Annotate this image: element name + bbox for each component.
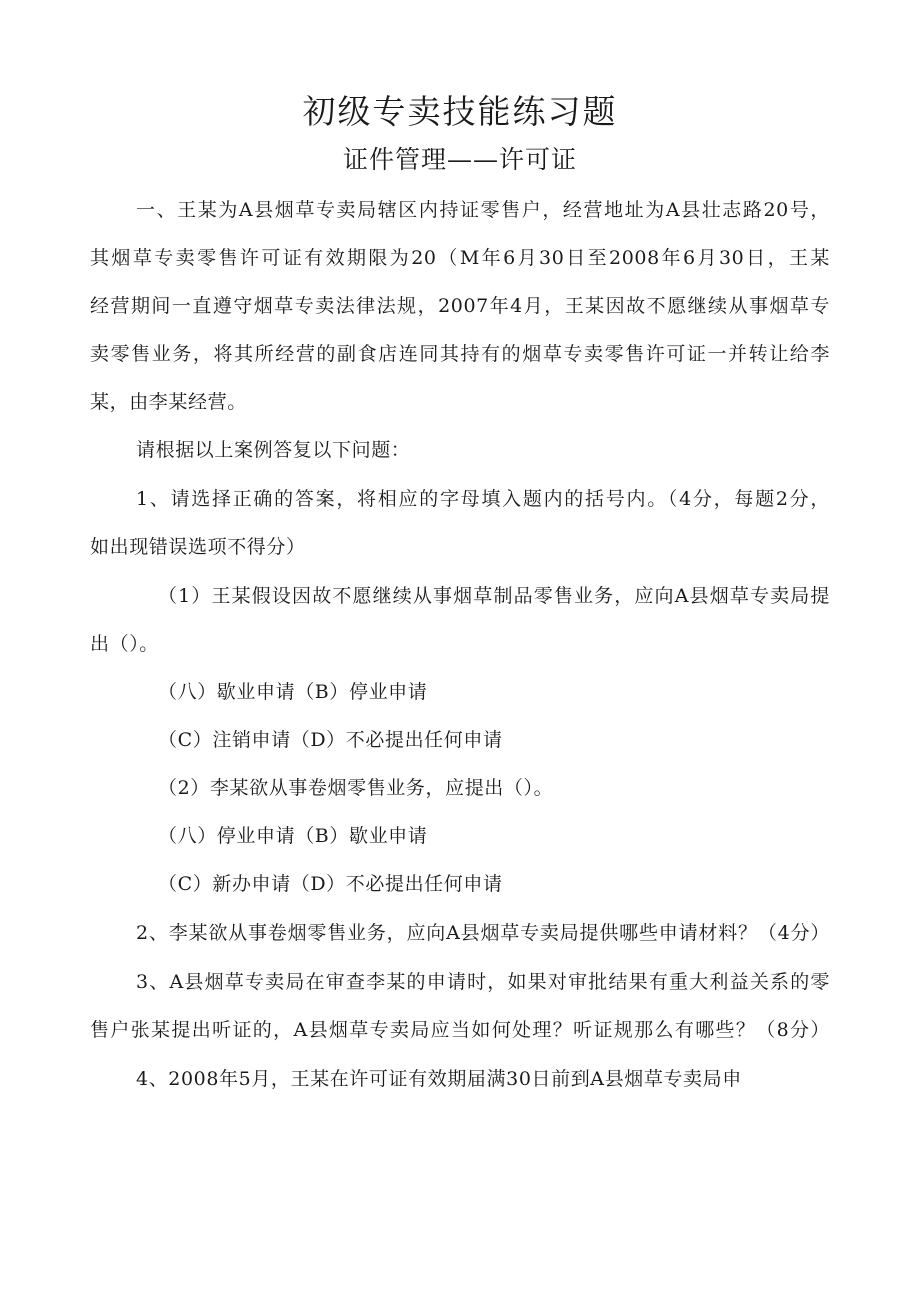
sub-question-2-option: （八）停业申请（B）歇业申请 — [158, 825, 428, 847]
case-paragraph-line: 经营期间一直遵守烟草专卖法律法规，2007年4月，王某因故不愿继续从事烟草专 — [90, 295, 830, 317]
sub-question-2: （2）李某欲从事卷烟零售业务，应提出（）。 — [158, 777, 554, 799]
question-3-line: 3、A县烟草专卖局在审查李某的申请时，如果对审批结果有重大利益关系的零 — [136, 971, 830, 993]
question-4: 4、2008年5月，王某在许可证有效期届满30日前到A县烟草专卖局申 — [136, 1068, 742, 1090]
document-title: 初级专卖技能练习题 — [302, 92, 618, 131]
question-1-line: 如出现错误选项不得分） — [90, 536, 306, 558]
question-2: 2、李某欲从事卷烟零售业务，应向A县烟草专卖局提供哪些申请材料？（4分） — [136, 922, 830, 944]
sub-question-2-option: （C）新办申请（D）不必提出任何申请 — [158, 873, 503, 895]
sub-question-1-line: （1）王某假设因故不愿继续从事烟草制品零售业务，应向A县烟草专卖局提 — [158, 585, 830, 607]
case-paragraph-line: 某，由李某经营。 — [90, 391, 247, 413]
question-3-line: 售户张某提出听证的，A县烟草专卖局应当如何处理？听证规那么有哪些？（8分） — [90, 1019, 830, 1041]
question-prompt: 请根据以上案例答复以下问题： — [136, 439, 411, 461]
case-paragraph-line: 卖零售业务，将其所经营的副食店连同其持有的烟草专卖零售许可证一并转让给李 — [90, 343, 830, 365]
sub-question-1-option: （C）注销申请（D）不必提出任何申请 — [158, 729, 503, 751]
document-subtitle: 证件管理——许可证 — [342, 145, 577, 174]
case-paragraph-line: 一、王某为A县烟草专卖局辖区内持证零售户，经营地址为A县壮志路20号， — [136, 199, 830, 221]
sub-question-1-line: 出（）。 — [90, 633, 159, 655]
case-paragraph-line: 其烟草专卖零售许可证有效期限为20（M年6月30日至2008年6月30日，王某 — [90, 247, 830, 269]
question-1-line: 1、请选择正确的答案，将相应的字母填入题内的括号内。（4分，每题2分， — [136, 488, 830, 510]
sub-question-1-option: （八）歇业申请（B）停业申请 — [158, 681, 428, 703]
